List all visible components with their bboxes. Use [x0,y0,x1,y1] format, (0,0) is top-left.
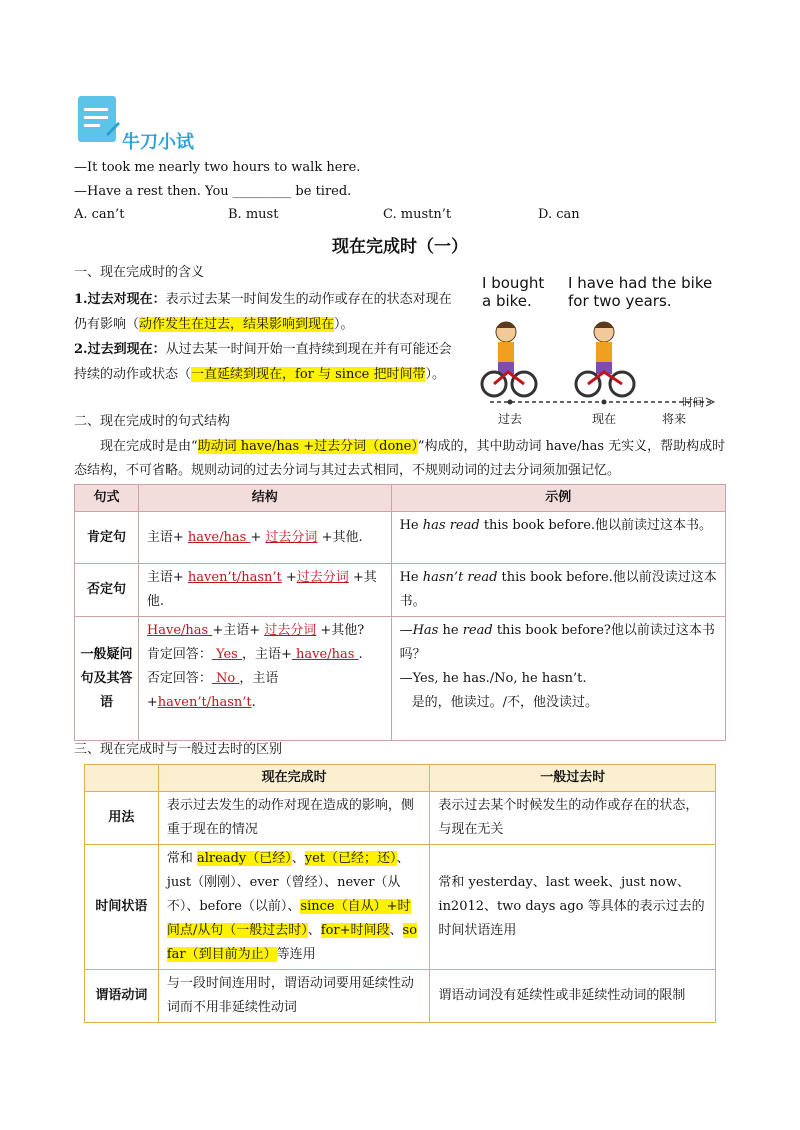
negative-example: He hasn’t read this book before.他以前没读过这本书。 [391,564,725,617]
row-negative-label: 否定句 [75,564,139,617]
header-empty [85,765,159,792]
question-example: —Has he read this book before?他以前读过这本书吗？ —Yes, he has./No, he hasn’t. 是的，他读过。/不，他没读过。 [391,617,725,741]
header-simple-past: 一般过去时 [430,765,716,792]
option-d: D. can [538,207,580,222]
option-a: A. can’t [74,207,125,222]
row-adverbial-label: 时间状语 [85,845,159,970]
adverbial-present-perfect: 常和 already（已经）、yet（已经；还）、just（刚刚）、ever（曾经）、never（从不）、before（以前）、since（自从）+时间点/从句（一般过去时）、for+时间段、so far（到目前为止）等连用 [158,845,430,970]
header-pattern: 句式 [75,485,139,512]
header-structure: 结构 [138,485,391,512]
row-usage-label: 用法 [85,792,159,845]
speech-text-2: I have had the bike for two years. [568,274,713,310]
axis-now: 现在 [592,412,617,426]
verb-simple-past: 谓语动词没有延续性或非延续性动词的限制 [430,970,716,1023]
row-affirmative-label: 肯定句 [75,512,139,564]
quiz-line-1: —It took me nearly two hours to walk here. [74,160,361,175]
question-structure: Have/has +主语+ 过去分词 +其他? 肯定回答： Yes ，主语+ have/has . 否定回答： No ，主语+haven’t/hasn’t. [138,617,391,741]
option-b: B. must [228,207,279,222]
section-header-title: 牛刀小试 [122,132,194,153]
affirmative-structure: 主语+ have/has + 过去分词 +其他. [138,512,391,564]
page-title: 现在完成时（一） [332,237,468,257]
usage-simple-past: 表示过去某个时候发生的动作或存在的状态，与现在无关 [430,792,716,845]
affirmative-example: He has read this book before.他以前读过这本书。 [391,512,725,564]
section-2-heading: 二、现在完成时的句式结构 [74,414,231,429]
speech-text-1: I bought a bike. [482,274,545,310]
notebook-icon [76,94,120,146]
section-1-heading: 一、现在完成时的含义 [74,265,205,280]
verb-present-perfect: 与一段时间连用时，谓语动词要用延续性动词而不用非延续性动词 [158,970,430,1023]
adverbial-simple-past: 常和 yesterday、last week、just now、in2012、two days ago 等具体的表示过去的时间状语连用 [430,845,716,970]
header-example: 示例 [391,485,725,512]
section-3-heading: 三、现在完成时与一般过去时的区别 [74,742,283,757]
axis-time: 时间 [682,396,704,409]
meaning-1: 1.过去对现在：表示过去某一时间发生的动作或存在的状态对现在仍有影响（动作发生在过去，结果影响到现在）。 [74,292,452,332]
axis-future: 将来 [662,412,687,426]
section-2-intro: 现在完成时是由“助动词 have/has +过去分词（done）”构成的，其中助动词 have/has 无实义，帮助构成时态结构，不可省略。规则动词的过去分词与其过去式相同，不规则动词的过去分词须加强记忆。 [74,439,726,478]
row-verb-label: 谓语动词 [85,970,159,1023]
structure-table [74,484,726,741]
quiz-line-2: —Have a rest then. You _________ be tired. [74,184,352,199]
usage-present-perfect: 表示过去发生的动作对现在造成的影响，侧重于现在的情况 [158,792,430,845]
meaning-2: 2.过去到现在：从过去某一时间开始一直持续到现在并有可能还会持续的动作或状态（一直延续到现在，for 与 since 把时间带）。 [74,342,452,382]
option-c: C. mustn’t [383,207,452,222]
comparison-table [84,764,716,1023]
row-question-label: 一般疑问句及其答语 [75,617,139,741]
axis-past: 过去 [498,412,523,426]
negative-structure: 主语+ haven’t/hasn’t +过去分词 +其他. [138,564,391,617]
header-present-perfect: 现在完成时 [158,765,430,792]
illustration [476,270,726,430]
